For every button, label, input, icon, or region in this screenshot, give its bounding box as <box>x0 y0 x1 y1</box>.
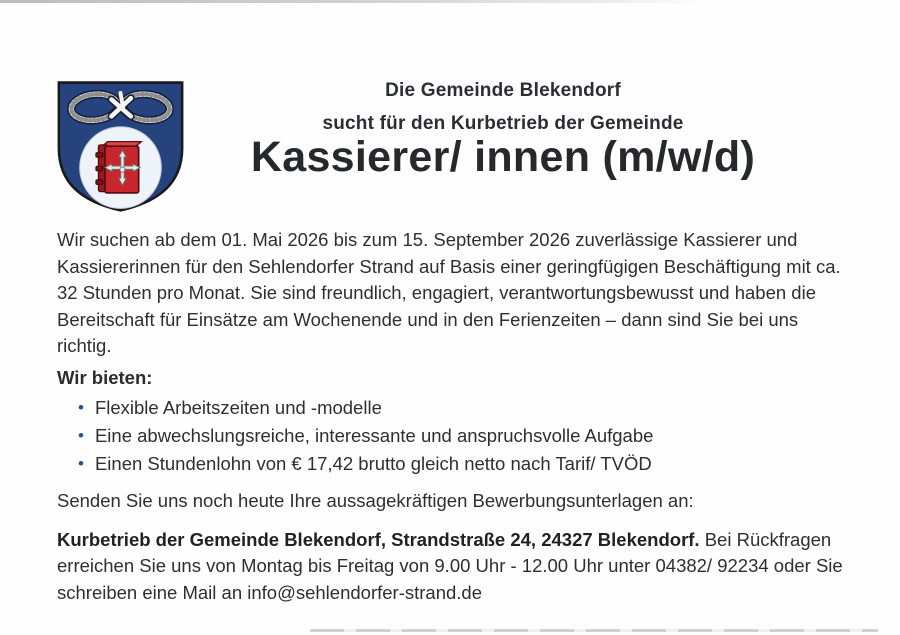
offer-item-text: Eine abwechslungsreiche, interessante und anspruchsvolle Aufgabe <box>94 425 654 446</box>
email-address: info@sehlendorfer-strand.de <box>247 581 482 603</box>
offer-item <box>78 422 851 450</box>
scan-artifact-top-edge <box>0 0 705 3</box>
offer-item <box>78 394 851 422</box>
contact-address: Kurbetrieb der Gemeinde Blekendorf, Strandstraße 24, 24327 Blekendorf. <box>57 528 700 550</box>
job-title: Kassierer/ innen (m/w/d) <box>250 133 756 181</box>
ad-body <box>57 227 851 606</box>
bullet-dot-icon: • <box>78 398 84 417</box>
header-subline: sucht für den Kurbetrieb der Gemeinde <box>322 113 684 134</box>
offer-heading: Wir bieten: <box>57 366 153 388</box>
header-organization: Die Gemeinde Blekendorf <box>385 80 621 101</box>
bullet-dot-icon: • <box>78 426 84 445</box>
offer-item-text: Flexible Arbeitszeiten und -modelle <box>94 397 382 418</box>
offer-item <box>78 450 851 478</box>
offer-list <box>57 394 851 478</box>
scan-artifact-bottom-edge <box>310 629 878 632</box>
offer-item-text: Einen Stundenlohn von € 17,42 brutto gleich netto nach Tarif/ TVÖD <box>94 453 652 474</box>
intro-paragraph: Wir suchen ab dem 01. Mai 2026 bis zum 15. September 2026 zuverlässige Kassierer und Kassiererinnen für den Sehlendorfer Strand auf Basis einer geringfügigen Beschäftigung mit ca. 32 Stunden pro Monat. Sie sind freundlich, engagiert, verantwortungsbewusst und haben die Bereitschaft für Einsätze am Wochenende und in den Ferienzeiten – dann sind Sie bei uns richtig. <box>57 229 841 356</box>
bullet-dot-icon: • <box>78 454 84 473</box>
contact-details: Bei Rückfragen erreichen Sie uns von Montag bis Freitag von 9.00 Uhr - 12.00 Uhr unter 04382/ 92234 oder Sie schreiben eine Mail an <box>57 528 843 603</box>
contact-paragraph <box>57 527 851 607</box>
apply-call-to-action: Senden Sie uns noch heute Ihre aussagekräftigen Bewerbungsunterlagen an: <box>57 490 694 511</box>
